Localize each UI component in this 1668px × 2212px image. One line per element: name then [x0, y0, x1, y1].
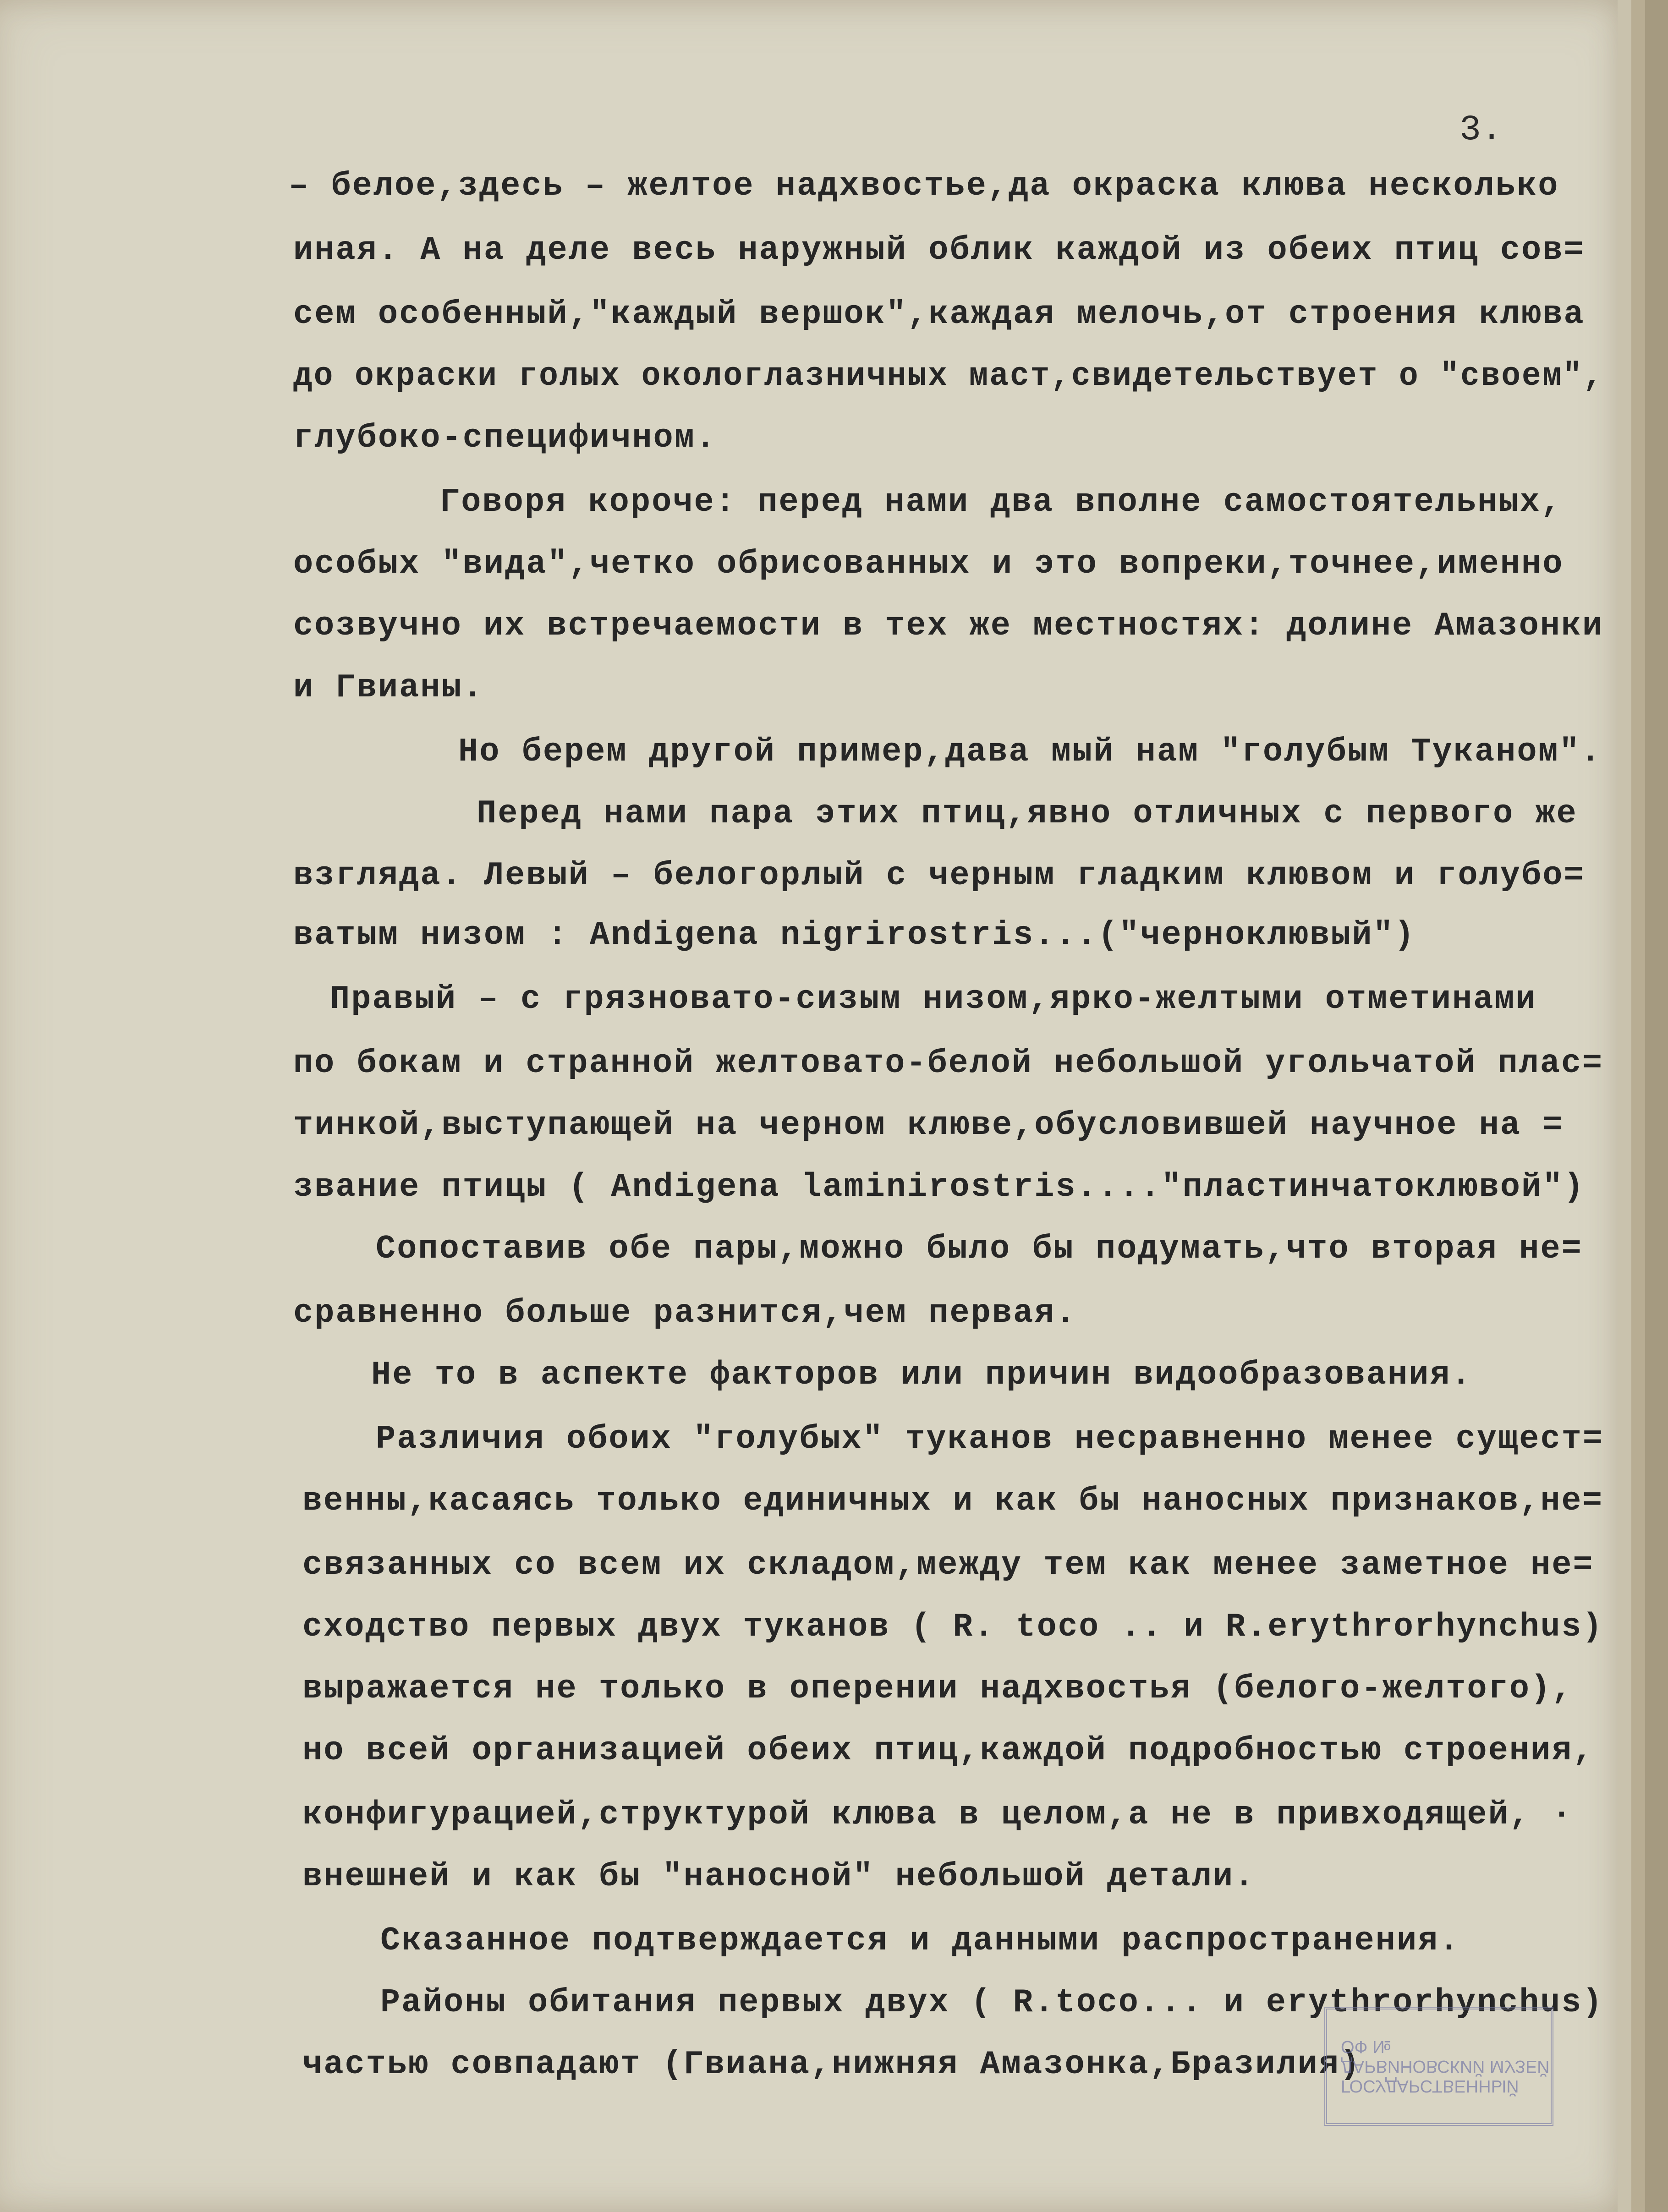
text-line: иная. А на деле весь наружный облик каждой из обеих птиц сов=	[293, 231, 1585, 269]
text-line: Говоря короче: перед нами два вполне самостоятельных,	[440, 483, 1562, 521]
text-line: сем особенный,"каждый вершок",каждая мелочь,от строения клюва	[293, 296, 1585, 333]
text-line: Сказанное подтверждается и данными распространения.	[380, 1922, 1460, 1960]
text-line: Различия обоих "голубых" туканов несравненно менее сущест=	[376, 1420, 1604, 1458]
text-line: сравненно больше разнится,чем первая.	[293, 1294, 1077, 1332]
text-line: взгляда. Левый – белогорлый с черным гладким клювом и голубо=	[293, 857, 1585, 894]
page-number: 3.	[1460, 110, 1503, 150]
text-line: Правый – с грязновато-сизым низом,ярко-желтыми отметинами	[330, 980, 1537, 1018]
text-line: внешней и как бы "наносной" небольшой детали.	[302, 1858, 1256, 1895]
text-line: тинкой,выступающей на черном клюве,обусловившей научное на =	[293, 1106, 1564, 1144]
archive-stamp	[1324, 2007, 1553, 2126]
stamp-line: ДАРВИНОВСКИЙ МУЗЕЙ	[1341, 2057, 1550, 2076]
text-line: особых "вида",четко обрисованных и это вопреки,точнее,именно	[293, 545, 1564, 583]
text-line: по бокам и странной желтовато-белой небольшой угольчатой плас=	[293, 1045, 1604, 1082]
text-line: сходство первых двух туканов ( R. toco .. и R.erythrorhynchus)	[302, 1608, 1604, 1646]
text-line: Но берем другой пример,дава мый нам "голубым Туканом".	[458, 733, 1602, 771]
page-edge	[1645, 0, 1668, 2212]
text-line: Перед нами пара этих птиц,явно отличных с первого же	[477, 795, 1578, 832]
text-line: ватым низом : Andigena nigrirostris...("черноклювый")	[293, 916, 1416, 954]
text-line: звание птицы ( Andigena laminirostris...."пластинчатоклювой")	[293, 1168, 1585, 1206]
text-line: Районы обитания первых двух ( R.toco... и erythrorhynchus)	[380, 1984, 1604, 2021]
text-line: венны,касаясь только единичных и как бы наносных признаков,не=	[302, 1482, 1604, 1520]
text-line: и Гвианы.	[293, 669, 484, 706]
text-line: Не то в аспекте факторов или причин видообразования.	[371, 1356, 1472, 1394]
text-line: выражается не только в оперении надхвостья (белого-желтого),	[302, 1670, 1573, 1708]
text-line: глубоко-специфичном.	[293, 419, 717, 457]
stamp-line: ОФ №	[1341, 2037, 1391, 2057]
text-line: связанных со всем их складом,между тем как менее заметное не=	[302, 1546, 1594, 1584]
text-line: конфигурацией,структурой клюва в целом,а не в привходящей, ·	[302, 1796, 1573, 1834]
text-line: до окраски голых окологлазничных маст,свидетельствует о "своем",	[293, 357, 1604, 395]
text-line: созвучно их встречаемости в тех же местностях: долине Амазонки	[293, 607, 1604, 645]
text-line: частью совпадают (Гвиана,нижняя Амазонка,Бразилия)	[302, 2046, 1361, 2083]
stamp-line: ГОСУДАРСТВЕННЫЙ	[1341, 2076, 1519, 2096]
text-line: Сопоставив обе пары,можно было бы подумать,что вторая не=	[376, 1230, 1583, 1268]
text-line: – белое,здесь – желтое надхвостье,да окраска клюва несколько	[289, 167, 1559, 205]
text-line: но всей организацией обеих птиц,каждой подробностью строения,	[302, 1732, 1594, 1769]
